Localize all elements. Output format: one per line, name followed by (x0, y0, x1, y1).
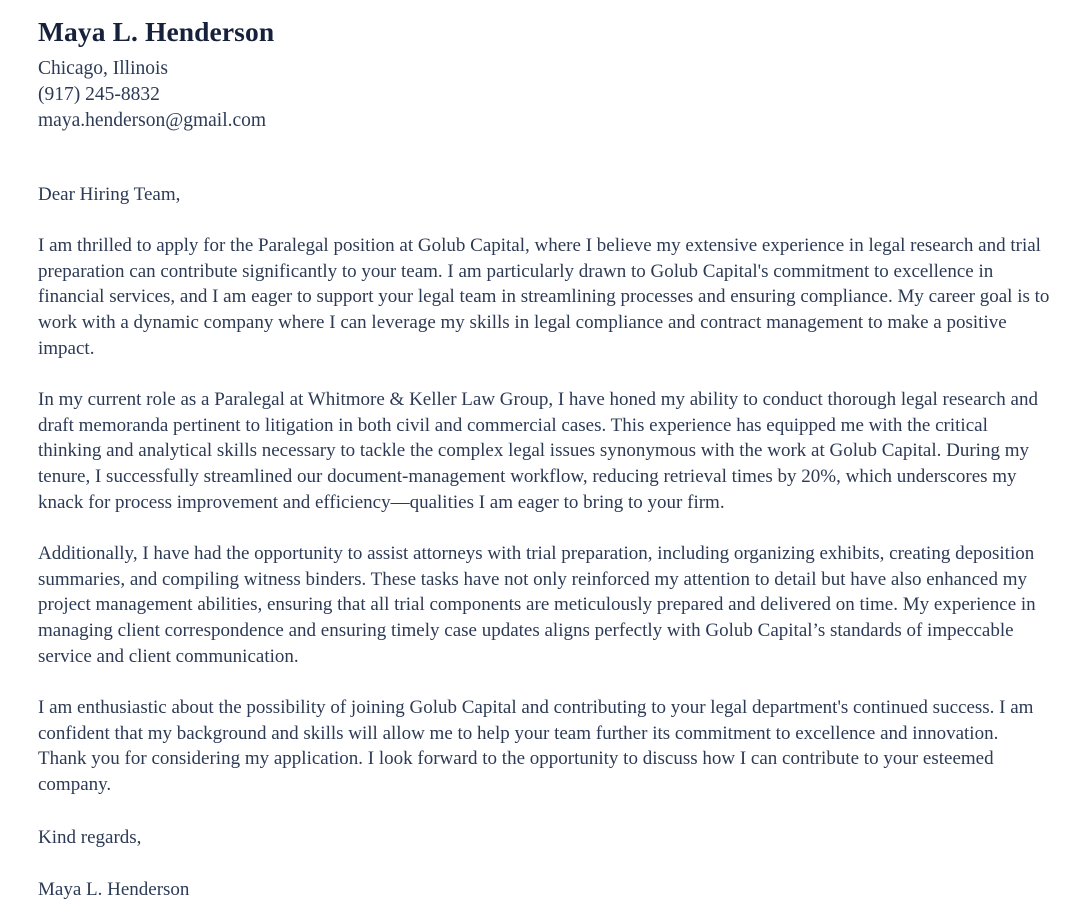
body-paragraph: Additionally, I have had the opportunity to assist attorneys with trial preparation, including organizing exhibits, creating deposition summaries, and compiling witness binders. These tasks have not only reinforced my attention to detail but have also enhanced my project management abilities, ensuring that all trial components are meticulously prepared and delivered on time. My experience in managing client correspondence and ensuring timely case updates aligns perfectly with Golub Capital’s standards of impeccable service and client communication. (38, 543, 1036, 667)
body-paragraph: In my current role as a Paralegal at Whitmore & Keller Law Group, I have honed my ability to conduct thorough legal research and draft memoranda pertinent to litigation in both civil and commercial cases. This experience has equipped me with the critical thinking and analytical skills necessary to tackle the complex legal issues synonymous with the work at Golub Capital. During my tenure, I successfully streamlined our document-management workflow, reducing retrieval times by 20%, which underscores my knack for process improvement and efficiency—qualities I am eager to bring to your firm. (38, 389, 1038, 513)
sender-email: maya.henderson@gmail.com (38, 109, 267, 131)
sender-header (38, 14, 1050, 134)
salutation: Dear Hiring Team, (38, 183, 181, 205)
sender-name: Maya L. Henderson (38, 16, 275, 47)
signature-name: Maya L. Henderson (38, 878, 190, 900)
body-paragraph: I am thrilled to apply for the Paralegal position at Golub Capital, where I believe my extensive experience in legal research and trial preparation can contribute significantly to your team. I am particularly drawn to Golub Capital's commitment to excellence in financial services, and I am eager to support your legal team in streamlining processes and ensuring compliance. My career goal is to work with a dynamic company where I can leverage my skills in legal compliance and contract management to make a positive impact. (38, 235, 1050, 359)
body-paragraph: I am enthusiastic about the possibility of joining Golub Capital and contributing to your legal department's continued success. I am confident that my background and skills will allow me to help your team further its commitment to excellence and innovation. Thank you for considering my application. I look forward to the opportunity to discuss how I can contribute to your esteemed company. (38, 697, 1034, 795)
sender-location: Chicago, Illinois (38, 58, 168, 80)
closing-salutation: Kind regards, (38, 827, 142, 849)
sender-phone: (917) 245-8832 (38, 84, 160, 106)
